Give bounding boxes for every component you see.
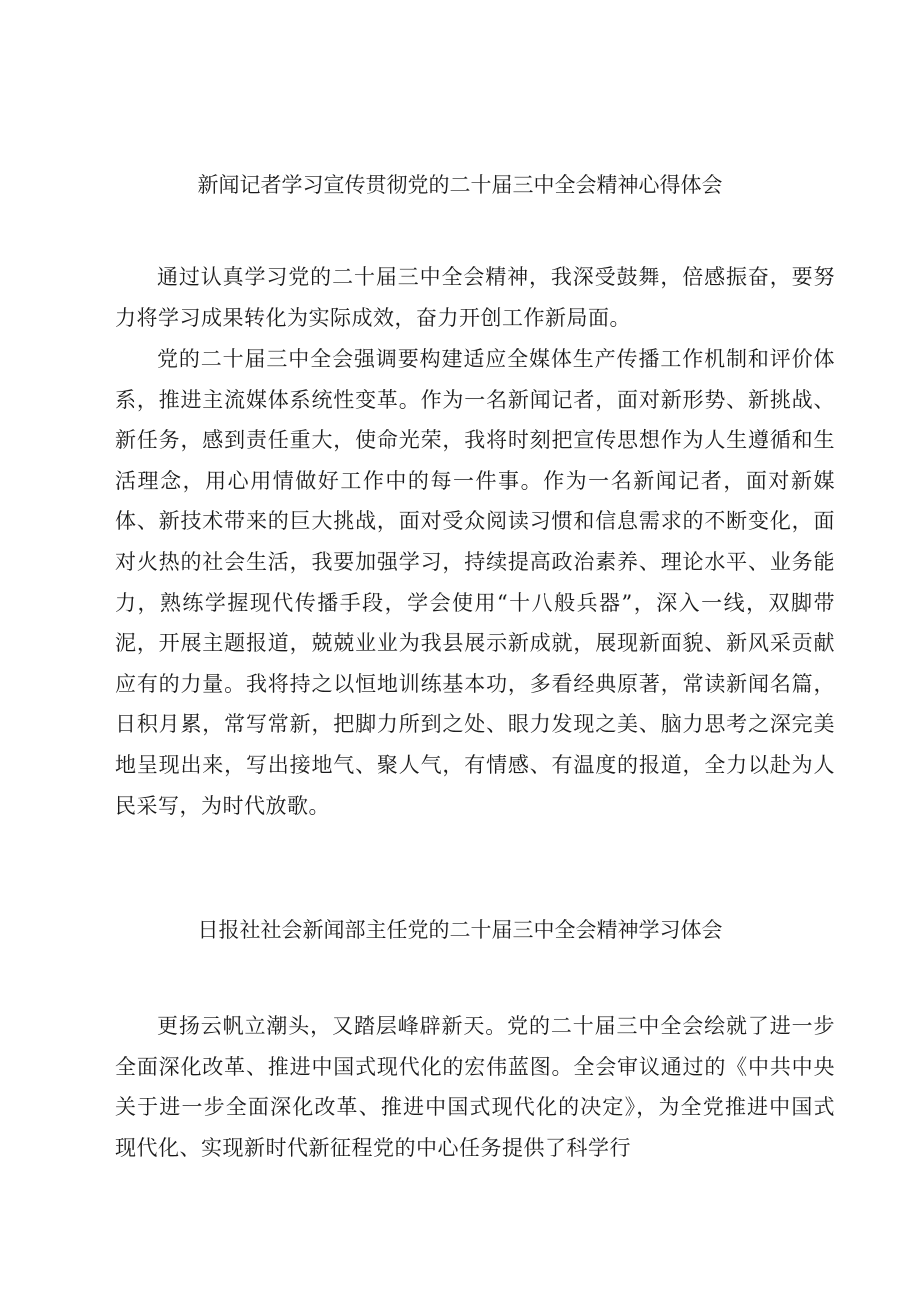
section-1-title: 新闻记者学习宣传贯彻党的二十届三中全会精神心得体会 [197, 173, 723, 197]
section-1-paragraph-2: 党的二十届三中全会强调要构建适应全媒体生产传播工作机制和评价体系，推进主流媒体系统性变革。作为一名新闻记者，面对新形势、新挑战、新任务，感到责任重大，使命光荣，我将时刻把宣传思想作为人生遵循和生活理念，用心用情做好工作中的每一件事。作为一名新闻记者，面对新媒体、新技术带来的巨大挑战，面对受众阅读习惯和信息需求的不断变化，面对火热的社会生活，我要加强学习，持续提高政治素养、理论水平、业务能力，熟练学握现代传播手段，学会使用“十八般兵器”，深入一线，双脚带泥，开展主题报道，兢兢业业为我县展示新成就，展现新面貌、新风采贡献应有的力量。我将持之以恒地训练基本功，多看经典原著，常读新闻名篇，日积月累，常写常新，把脚力所到之处、眼力发现之美、脑力思考之深完美地呈现出来，写出接地气、聚人气，有情感、有温度的报道，全力以赴为人民采写，为时代放歌。 [115, 347, 835, 818]
section-1-paragraph-1: 通过认真学习党的二十届三中全会精神，我深受鼓舞，倍感振奋，要努力将学习成果转化为实际成效，奋力开创工作新局面。 [115, 265, 835, 330]
section-2-title: 日报社社会新闻部主任党的二十届三中全会精神学习体会 [197, 918, 723, 942]
section-2-paragraph-1: 更扬云帆立潮头，又踏层峰辟新天。党的二十届三中全会绘就了进一步全面深化改革、推进中国式现代化的宏伟蓝图。全会审议通过的《中共中央关于进一步全面深化改革、推进中国式现代化的决定》，为全党推进中国式现代化、实现新时代新征程党的中心任务提供了科学行 [115, 1014, 835, 1160]
